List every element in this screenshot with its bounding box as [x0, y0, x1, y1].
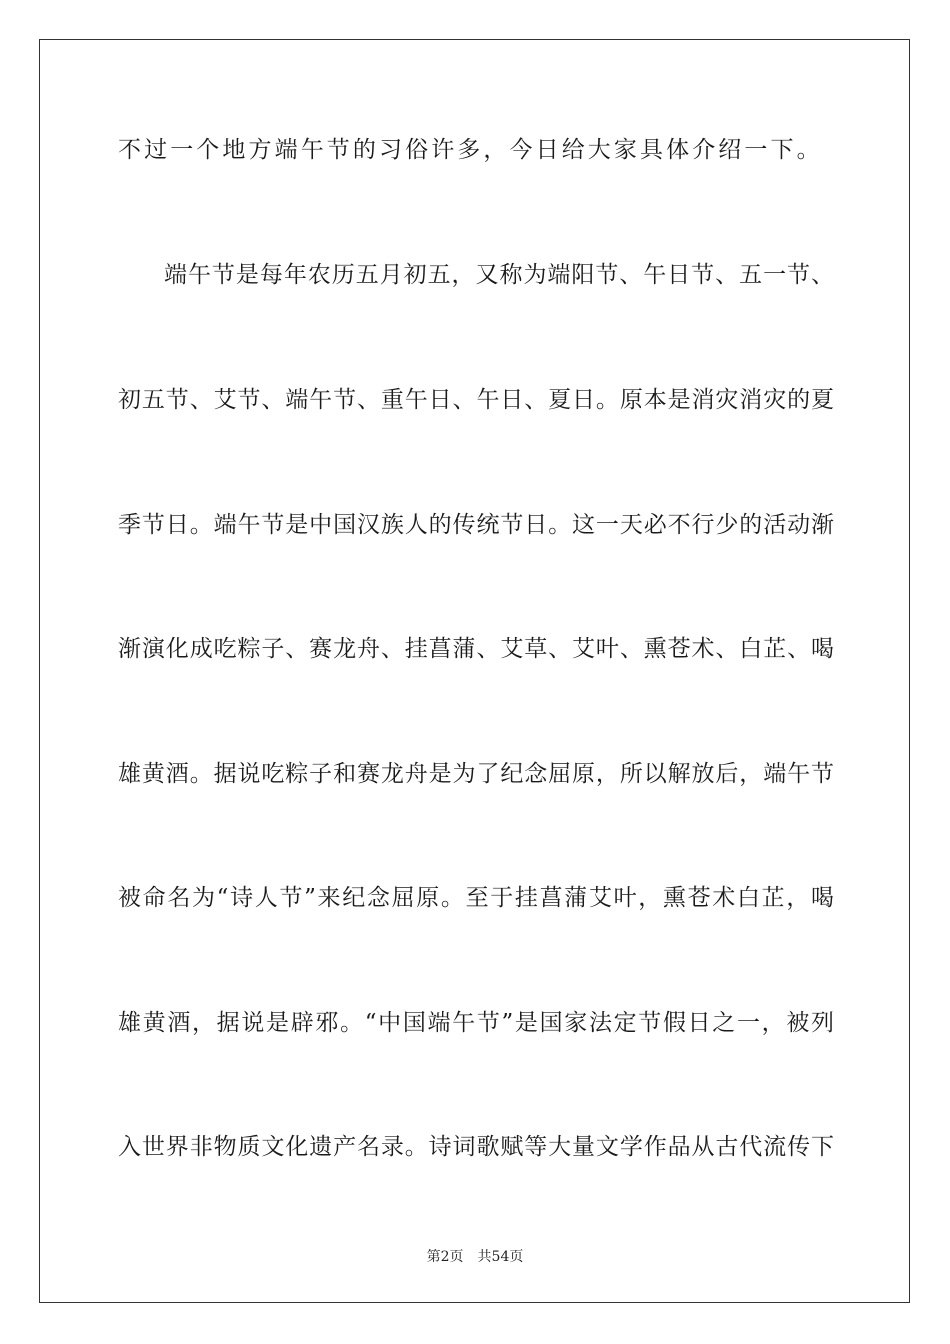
- text-line-1: 不过一个地方端午节的习俗许多，今日给大家具体介绍一下。: [118, 137, 823, 163]
- text-line-8: 雄黄酒，据说是辟邪。“中国端午节”是国家法定节假日之一，被列: [118, 1010, 834, 1036]
- text-line-5: 渐演化成吃粽子、赛龙舟、挂菖蒲、艾草、艾叶、熏苍术、白芷、喝: [118, 636, 834, 662]
- page-number: 第2页: [426, 1249, 464, 1265]
- page-border: [39, 39, 910, 1303]
- text-line-3: 初五节、艾节、端午节、重午日、午日、夏日。原本是消灾消灾的夏: [118, 387, 834, 413]
- page-total: 共54页: [477, 1249, 524, 1265]
- page-footer: [0, 1248, 950, 1266]
- text-line-9: 入世界非物质文化遗产名录。诗词歌赋等大量文学作品从古代流传下: [118, 1134, 834, 1160]
- text-line-6: 雄黄酒。据说吃粽子和赛龙舟是为了纪念屈原，所以解放后，端午节: [118, 761, 834, 787]
- text-line-2: 端午节是每年农历五月初五，又称为端阳节、午日节、五一节、: [164, 262, 834, 288]
- text-line-4: 季节日。端午节是中国汉族人的传统节日。这一天必不行少的活动渐: [118, 512, 834, 538]
- text-line-7: 被命名为“诗人节”来纪念屈原。至于挂菖蒲艾叶，熏苍术白芷，喝: [118, 885, 834, 911]
